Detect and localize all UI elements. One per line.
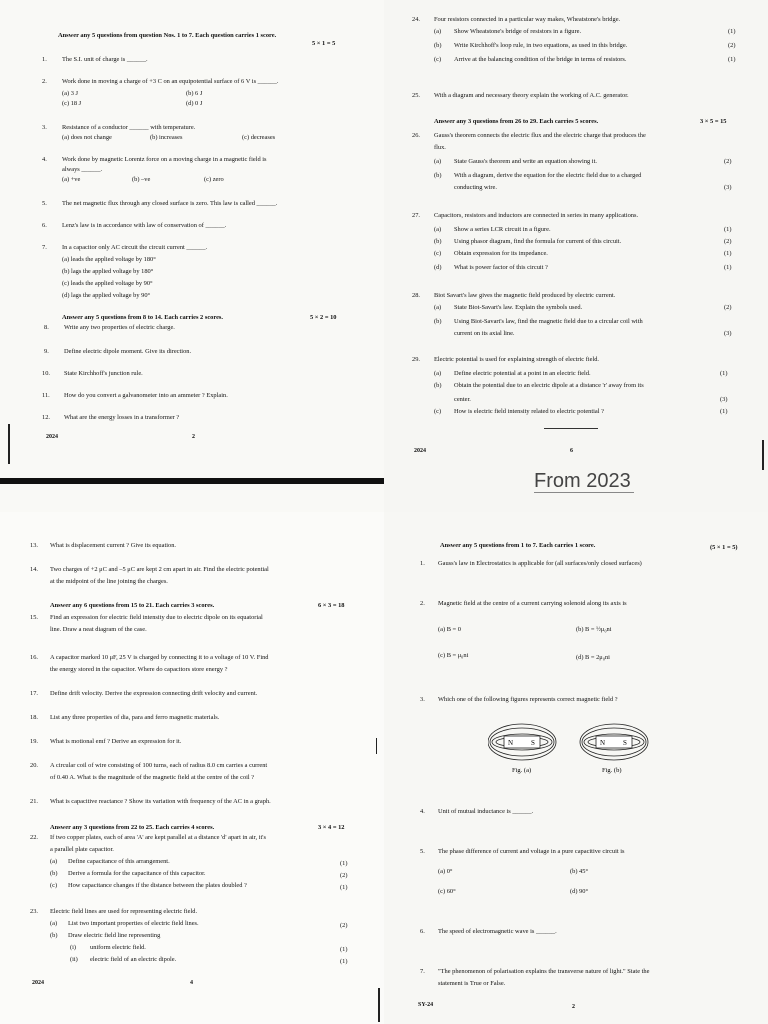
question-22a: Define capacitance of this arrangement. xyxy=(68,858,170,865)
marks: (3) xyxy=(724,184,732,191)
question-22c: How capacitance changes if the distance between the plates doubled ? xyxy=(68,882,247,889)
section-header: Answer any 6 questions from 15 to 21. Each carries 3 scores. xyxy=(50,602,215,609)
section-header: Answer any 5 questions from question Nos. 1 to 7. Each question carries 1 score. xyxy=(58,32,277,39)
pole-n-label: N xyxy=(508,739,514,747)
question-26b-cont: conducting wire. xyxy=(454,184,497,191)
option: (b) –ve xyxy=(132,176,151,183)
marks: (1) xyxy=(724,226,732,233)
question-5: The phase difference of current and voltage in a pure capacitive circuit is xyxy=(438,848,625,855)
exam-page-bottom-left xyxy=(0,512,384,1024)
marks: (2) xyxy=(728,42,736,49)
marks: (3) xyxy=(720,396,728,403)
marks: (1) xyxy=(340,958,348,965)
question-27a: Show a series LCR circuit in a figure. xyxy=(454,226,551,233)
marks: (1) xyxy=(724,264,732,271)
question-number: 17. xyxy=(30,690,38,697)
figure-a xyxy=(488,724,556,760)
section-marks: 3 × 5 = 15 xyxy=(700,118,727,125)
sub-label: (b) xyxy=(434,382,442,389)
question-16-cont: the energy stored in the capacitor. Where do capacitors store energy ? xyxy=(50,666,228,673)
question-4: Work done by magnetic Lorentz force on a moving charge in a magnetic field is xyxy=(62,156,267,163)
question-number: 26. xyxy=(412,132,420,139)
marks: (1) xyxy=(340,860,348,867)
question-27c: Obtain expression for its impedance. xyxy=(454,250,548,257)
question-number: 20. xyxy=(30,762,38,769)
question-17: Define drift velocity. Derive the expression connecting drift velocity and current. xyxy=(50,690,258,697)
option: (b) increases xyxy=(150,134,183,141)
question-27b: Using phasor diagram, find the formula for current of this circuit. xyxy=(454,238,622,245)
sub-label: (a) xyxy=(434,370,442,377)
question-number: 5. xyxy=(420,848,425,855)
question-23b-ii: electric field of an electric dipole. xyxy=(90,956,177,963)
sub-label: (a) xyxy=(434,304,442,311)
question-22-cont: a parallel plate capacitor. xyxy=(50,846,114,853)
question-number: 16. xyxy=(30,654,38,661)
question-number: 18. xyxy=(30,714,38,721)
question-28: Biot Savart's law gives the magnetic field produced by electric current. xyxy=(434,292,616,299)
question-2: Magnetic field at the centre of a current carrying solenoid along its axis is xyxy=(438,600,627,607)
option: (a) +ve xyxy=(62,176,81,183)
option: (d) lags the applied voltage by 90° xyxy=(62,292,151,299)
question-number: 12. xyxy=(42,414,50,421)
question-12: What are the energy losses in a transformer ? xyxy=(64,414,180,421)
question-23b: Draw electric field line representing xyxy=(68,932,161,939)
sub-label: (c) xyxy=(434,250,442,257)
option: (c) 60° xyxy=(438,888,456,895)
question-22: If two copper plates, each of area 'A' are kept parallel at a distance 'd' apart in air, it's xyxy=(50,834,266,841)
sub-label: (b) xyxy=(50,870,58,877)
question-26: Gauss's theorem connects the electric flux and the electric charge that produces the xyxy=(434,132,646,139)
option: (a) leads the applied voltage by 180° xyxy=(62,256,156,263)
marks: (2) xyxy=(724,304,732,311)
question-number: 10. xyxy=(42,370,50,377)
footer-year: 2024 xyxy=(414,448,426,454)
marks: (2) xyxy=(724,158,732,165)
question-number: 24. xyxy=(412,16,420,23)
question-22b: Derive a formula for the capacitance of this capacitor. xyxy=(68,870,206,877)
footer-page-number: 2 xyxy=(192,434,195,440)
option: (d) 0 J xyxy=(186,100,203,107)
question-27d: What is power factor of this circuit ? xyxy=(454,264,548,271)
marks: (1) xyxy=(720,408,728,415)
option: (c) leads the applied voltage by 90° xyxy=(62,280,153,287)
question-28a: State Biot-Savart's law. Explain the symbols used. xyxy=(454,304,583,311)
pole-s-label: S xyxy=(623,739,627,747)
page-divider-bar xyxy=(0,478,384,484)
question-7: "The phenomenon of polarisation explains the transverse nature of light." State the xyxy=(438,968,650,975)
option: (b) B = ½μ₀ni xyxy=(576,626,612,633)
question-23b-i: uniform electric field. xyxy=(90,944,146,951)
marks: (3) xyxy=(724,330,732,337)
question-19: What is motional emf ? Derive an expression for it. xyxy=(50,738,182,745)
section-marks: 5 × 1 = 5 xyxy=(312,40,336,47)
page-edge-line xyxy=(762,440,764,470)
question-number: 2. xyxy=(42,78,47,85)
sub-label: (b) xyxy=(434,318,442,325)
question-24: Four resistors connected in a particular way makes, Wheatstone's bridge. xyxy=(434,16,621,23)
option: (b) lags the applied voltage by 180° xyxy=(62,268,154,275)
question-number: 6. xyxy=(420,928,425,935)
question-26-cont: flux. xyxy=(434,144,446,151)
question-29a: Define electric potential at a point in an electric field. xyxy=(454,370,591,377)
question-number: 2. xyxy=(420,600,425,607)
question-29b-cont: center. xyxy=(454,396,471,403)
marks: (1) xyxy=(720,370,728,377)
question-number: 3. xyxy=(420,696,425,703)
question-number: 25. xyxy=(412,92,420,99)
question-number: 4. xyxy=(420,808,425,815)
question-number: 3. xyxy=(42,124,47,131)
question-number: 6. xyxy=(42,222,47,229)
exam-page-bottom-right xyxy=(384,512,768,1024)
sub-label: (d) xyxy=(434,264,442,271)
section-header: Answer any 3 questions from 22 to 25. Each carries 4 scores. xyxy=(50,824,215,831)
question-number: 5. xyxy=(42,200,47,207)
option: (d) 90° xyxy=(570,888,588,895)
option: (c) decreases xyxy=(242,134,276,141)
exam-page-top-left xyxy=(0,0,384,512)
question-28b-cont: current on its axial line. xyxy=(454,330,515,337)
sub-label: (c) xyxy=(434,56,442,63)
magnetic-field-figures xyxy=(488,716,658,786)
sub-label: (a) xyxy=(50,858,58,865)
question-number: 13. xyxy=(30,542,38,549)
question-4: Unit of mutual inductance is ______. xyxy=(438,808,534,815)
sub-label: (b) xyxy=(50,932,58,939)
question-13: What is displacement current ? Give its equation. xyxy=(50,542,176,549)
question-3: Which one of the following figures represents correct magnetic field ? xyxy=(438,696,618,703)
question-15-cont: line. Draw a neat diagram of the case. xyxy=(50,626,147,633)
question-26a: State Gauss's theorem and write an equation showing it. xyxy=(454,158,597,165)
overlay-caption: From 2023 xyxy=(534,470,631,492)
marks: (2) xyxy=(340,872,348,879)
question-number: 19. xyxy=(30,738,38,745)
section-marks: (5 × 1 = 5) xyxy=(710,544,738,551)
question-3: Resistance of a conductor ______ with temperature. xyxy=(62,124,196,131)
section-marks: 3 × 4 = 12 xyxy=(318,824,345,831)
option: (c) 18 J xyxy=(62,100,82,107)
sub-label: (a) xyxy=(50,920,58,927)
sub-label: (i) xyxy=(70,944,77,951)
question-27: Capacitors, resistors and inductors are connected in series in many applications. xyxy=(434,212,639,219)
option: (a) does not change xyxy=(62,134,112,141)
sub-label: (a) xyxy=(434,226,442,233)
marks: (1) xyxy=(340,946,348,953)
sub-label: (b) xyxy=(434,172,442,179)
question-24a: Show Wheatstone's bridge of resistors in a figure. xyxy=(454,28,582,35)
question-29c: How is electric field intensity related to electric potential ? xyxy=(454,408,604,415)
page-edge-line xyxy=(8,424,10,464)
question-1: Gauss's law in Electrostatics is applicable for (all surfaces/only closed surfaces) xyxy=(438,560,642,567)
question-23: Electric field lines are used for representing electric field. xyxy=(50,908,198,915)
question-number: 23. xyxy=(30,908,38,915)
marks: (1) xyxy=(724,250,732,257)
option: (b) 45° xyxy=(570,868,588,875)
footer-code: SY-24 xyxy=(418,1002,434,1008)
question-number: 7. xyxy=(420,968,425,975)
page-edge-line xyxy=(376,738,377,754)
question-number: 21. xyxy=(30,798,38,805)
question-10: State Kirchhoff's junction rule. xyxy=(64,370,143,377)
question-18: List any three properties of dia, para and ferro magnetic materials. xyxy=(50,714,220,721)
question-number: 1. xyxy=(42,56,47,63)
question-7: In a capacitor only AC circuit the circuit current ______. xyxy=(62,244,208,251)
question-4-cont: always ______. xyxy=(62,166,103,173)
question-6: Lenz's law is in accordance with law of conservation of ______. xyxy=(62,222,227,229)
section-marks: 6 × 3 = 18 xyxy=(318,602,345,609)
question-25: With a diagram and necessary theory explain the working of A.C. generator. xyxy=(434,92,629,99)
section-header: Answer any 5 questions from 1 to 7. Each carries 1 score. xyxy=(440,542,596,549)
question-6: The speed of electromagnetic wave is ______. xyxy=(438,928,557,935)
pole-s-label: S xyxy=(531,739,535,747)
question-number: 9. xyxy=(44,348,49,355)
question-5: The net magnetic flux through any closed surface is zero. This law is called ______. xyxy=(62,200,278,207)
sub-label: (b) xyxy=(434,238,442,245)
sub-label: (c) xyxy=(434,408,442,415)
footer-year: 2024 xyxy=(46,434,58,440)
footer-page-number: 2 xyxy=(572,1004,575,1010)
marks: (1) xyxy=(340,884,348,891)
sub-label: (a) xyxy=(434,28,442,35)
sub-label: (ii) xyxy=(70,956,78,963)
question-16: A capacitor marked 10 μF, 25 V is charged by connecting it to a voltage of 10 V. Find xyxy=(50,654,269,661)
question-number: 29. xyxy=(412,356,420,363)
question-9: Define electric dipole moment. Give its direction. xyxy=(64,348,192,355)
exam-page-top-right xyxy=(384,0,768,512)
section-marks: 5 × 2 = 10 xyxy=(310,314,337,321)
option: (a) 0° xyxy=(438,868,453,875)
question-26b: With a diagram, derive the equation for the electric field due to a charged xyxy=(454,172,642,179)
question-8: Write any two properties of electric charge. xyxy=(64,324,175,331)
question-11: How do you convert a galvanometer into an ammeter ? Explain. xyxy=(64,392,228,399)
question-21: What is capacitive reactance ? Show its variation with frequency of the AC in a graph. xyxy=(50,798,271,805)
question-number: 22. xyxy=(30,834,38,841)
question-29b: Obtain the potential due to an electric dipole at a distance 'r' away from its xyxy=(454,382,644,389)
option: (d) B = 2μ₀ni xyxy=(576,654,610,661)
footer-page-number: 6 xyxy=(570,448,573,454)
option: (a) 3 J xyxy=(62,90,78,97)
end-rule xyxy=(544,428,598,429)
marks: (1) xyxy=(728,28,736,35)
question-number: 7. xyxy=(42,244,47,251)
question-23a: List two important properties of electric field lines. xyxy=(68,920,199,927)
marks: (2) xyxy=(340,922,348,929)
footer-page-number: 4 xyxy=(190,980,193,986)
question-number: 4. xyxy=(42,156,47,163)
footer-year: 2024 xyxy=(32,980,44,986)
sub-label: (b) xyxy=(434,42,442,49)
option: (a) B = 0 xyxy=(438,626,461,633)
question-number: 1. xyxy=(420,560,425,567)
sub-label: (a) xyxy=(434,158,442,165)
option: (c) B = μ₀ni xyxy=(438,652,469,659)
question-number: 28. xyxy=(412,292,420,299)
question-15: Find an expression for electric field intensity due to electric dipole on its equatorial xyxy=(50,614,263,621)
question-number: 11. xyxy=(42,392,50,399)
pole-n-label: N xyxy=(600,739,606,747)
page-edge-line xyxy=(378,988,380,1022)
figure-a-caption: Fig. (a) xyxy=(512,767,532,774)
question-7-cont: statement is True or False. xyxy=(438,980,506,987)
sub-label: (c) xyxy=(50,882,58,889)
question-1: The S.I. unit of charge is ______. xyxy=(62,56,148,63)
question-20: A circular coil of wire consisting of 100 turns, each of radius 8.0 cm carries a current xyxy=(50,762,268,769)
question-number: 8. xyxy=(44,324,49,331)
figure-b xyxy=(580,724,648,760)
question-number: 15. xyxy=(30,614,38,621)
question-14: Two charges of +2 μC and –5 μC are kept 2 cm apart in air. Find the electric potential xyxy=(50,566,269,573)
option: (b) 6 J xyxy=(186,90,203,97)
question-24b: Write Kirchhoff's loop rule, in two equations, as used in this bridge. xyxy=(454,42,628,49)
question-14-cont: at the midpoint of the line joining the charges. xyxy=(50,578,168,585)
question-number: 27. xyxy=(412,212,420,219)
marks: (1) xyxy=(728,56,736,63)
question-number: 14. xyxy=(30,566,38,573)
option: (c) zero xyxy=(204,176,224,183)
question-24c: Arrive at the balancing condition of the bridge in terms of resistors. xyxy=(454,56,627,63)
figure-b-caption: Fig. (b) xyxy=(602,767,622,774)
question-29: Electric potential is used for explaining strength of electric field. xyxy=(434,356,600,363)
question-28b: Using Biot-Savart's law, find the magnetic field due to a circular coil with xyxy=(454,318,643,325)
section-header: Answer any 3 questions from 26 to 29. Each carries 5 scores. xyxy=(434,118,599,125)
marks: (2) xyxy=(724,238,732,245)
question-2: Work done in moving a charge of +3 C on an equipotential surface of 6 V is ______. xyxy=(62,78,279,85)
section-header: Answer any 5 questions from 8 to 14. Each carries 2 scores. xyxy=(62,314,223,321)
question-20-cont: of 0.40 A. What is the magnitude of the magnetic field at the centre of the coil ? xyxy=(50,774,255,781)
